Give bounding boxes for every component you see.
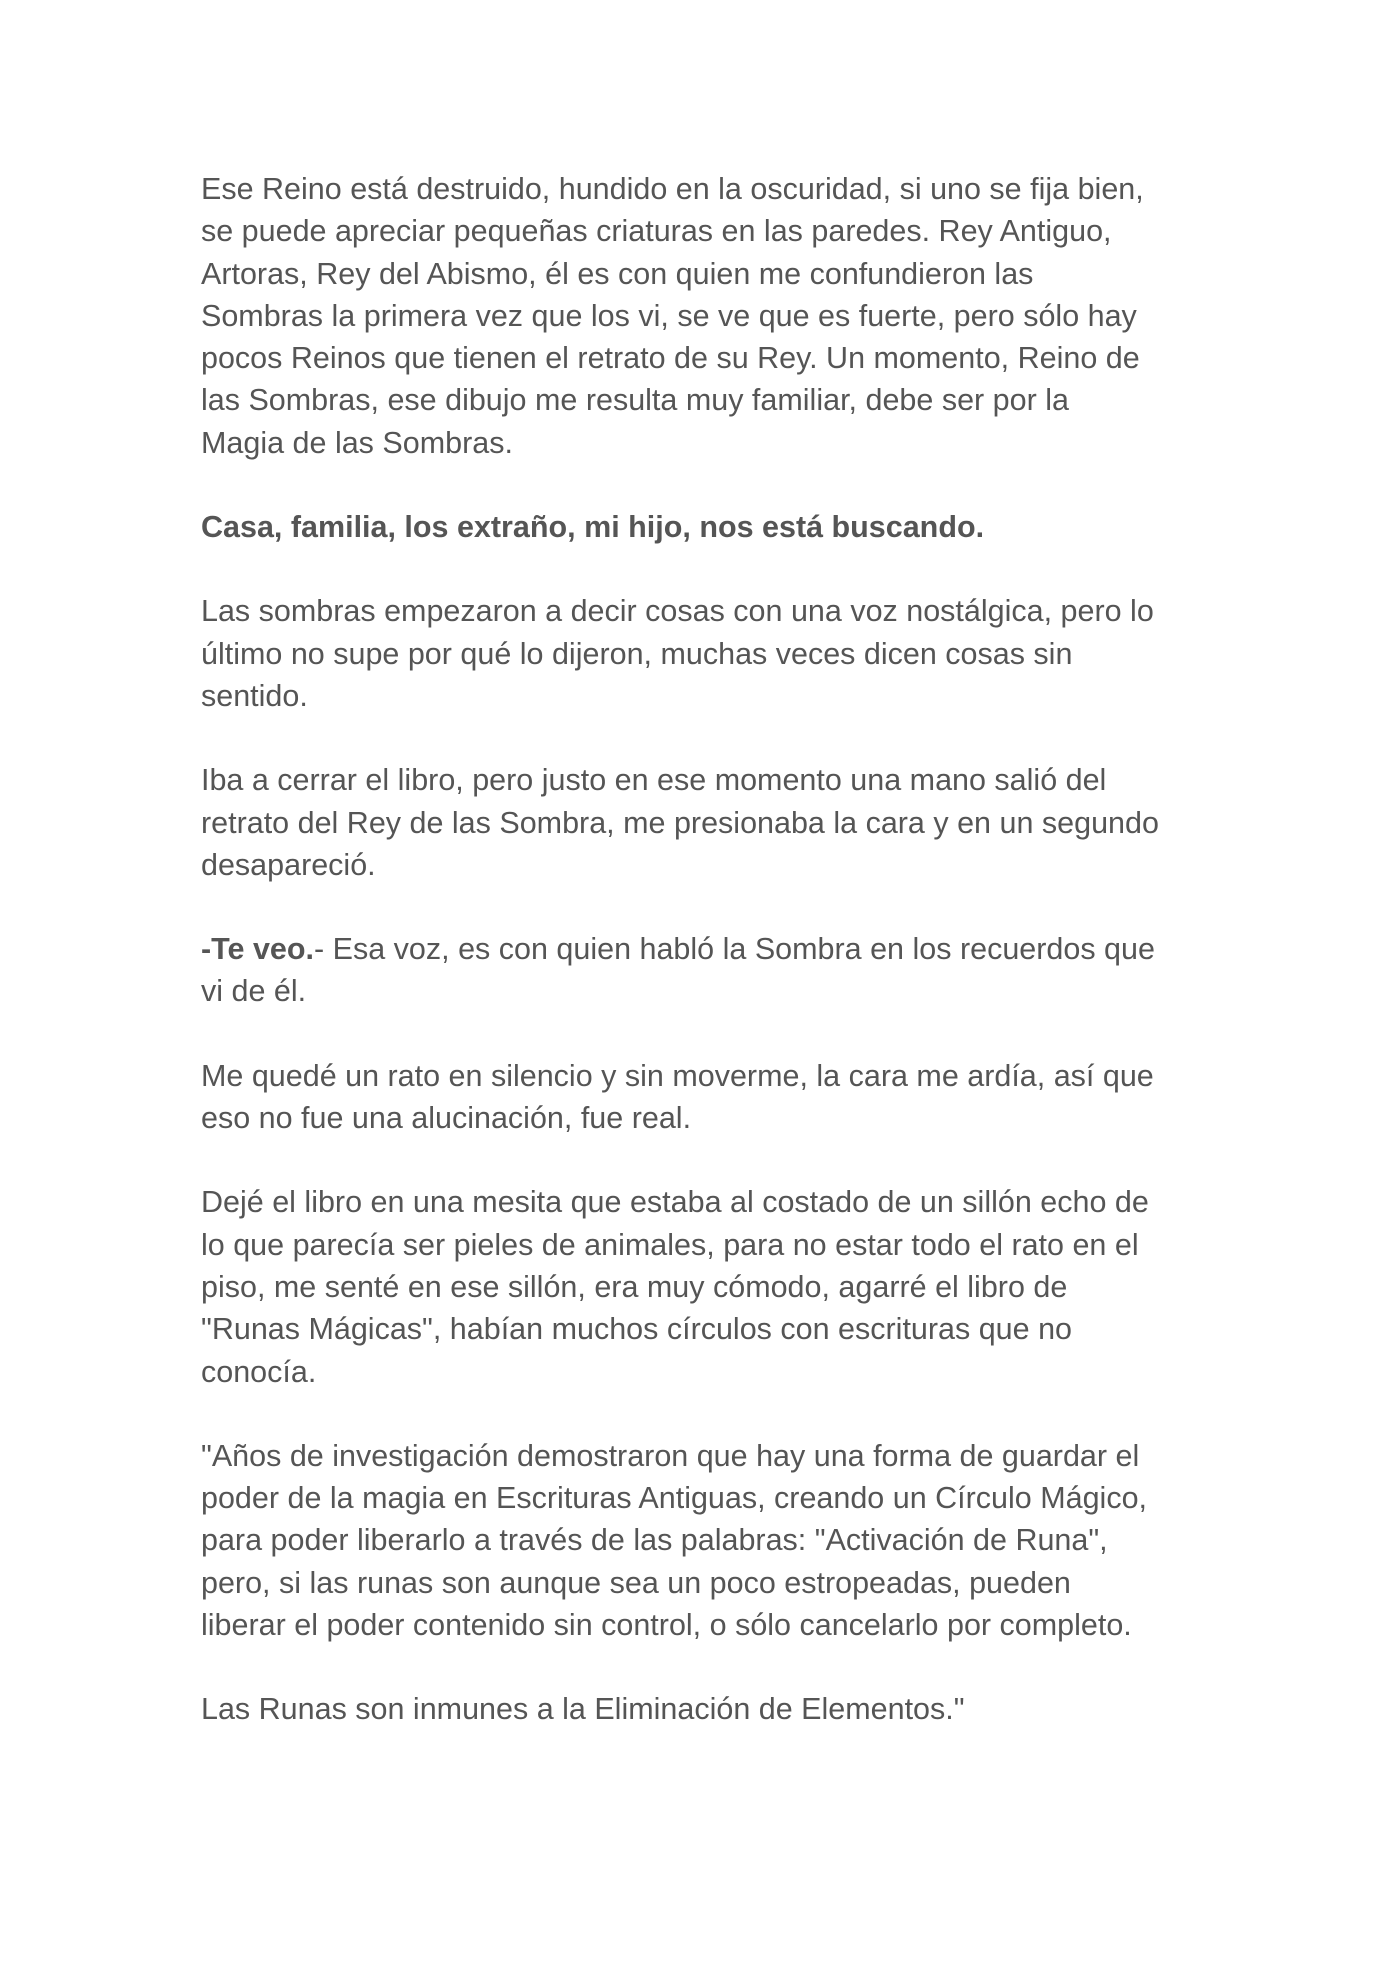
text-line [201,928,1211,970]
text-line: piso, me senté en ese sillón, era muy cómodo, agarré el libro de [201,1269,1068,1304]
text-line: "Runas Mágicas", habían muchos círculos con escrituras que no [201,1312,1073,1347]
document-body [201,168,1211,1773]
text-line: Me quedé un rato en silencio y sin moverme, la cara me ardía, así que [201,1058,1154,1093]
text-line: conocía. [201,1354,317,1389]
text-line: Sombras la primera vez que los vi, se ve que es fuerte, pero sólo hay [201,298,1137,333]
text-line: eso no fue una alucinación, fue real. [201,1101,692,1136]
text-line: retrato del Rey de las Sombra, me presionaba la cara y en un segundo [201,805,1159,840]
text-line: pocos Reinos que tienen el retrato de su Rey. Un momento, Reino de [201,341,1140,376]
dialogue-rest: - Esa voz, es con quien habló la Sombra en los recuerdos que [314,932,1155,967]
paragraph-7 [201,1181,1211,1392]
paragraph-4 [201,759,1211,886]
text-line: sentido. [201,678,308,713]
text-line: Magia de las Sombras. [201,425,513,460]
text-line: vi de él. [201,974,307,1009]
paragraph-5 [201,928,1211,1013]
text-line: Las Runas son inmunes a la Eliminación de Elementos." [201,1692,965,1727]
text-line: lo que parecía ser pieles de animales, para no estar todo el rato en el [201,1227,1139,1262]
text-line: último no supe por qué lo dijeron, muchas veces dicen cosas sin [201,636,1073,671]
text-line: Iba a cerrar el libro, pero justo en ese momento una mano salió del [201,763,1107,798]
text-line: pero, si las runas son aunque sea un poco estropeadas, pueden [201,1565,1071,1600]
text-line: Casa, familia, los extraño, mi hijo, nos está buscando. [201,510,985,545]
paragraph-2-bold [201,506,1211,548]
text-line: poder de la magia en Escrituras Antiguas, creando un Círculo Mágico, [201,1481,1148,1516]
paragraph-3 [201,590,1211,717]
text-line: desapareció. [201,847,376,882]
text-line: se puede apreciar pequeñas criaturas en las paredes. Rey Antiguo, [201,214,1112,249]
text-line: para poder liberarlo a través de las palabras: "Activación de Runa", [201,1523,1108,1558]
dialogue-lead: -Te veo. [201,932,314,967]
paragraph-1 [201,168,1211,464]
text-line: Artoras, Rey del Abismo, él es con quien me confundieron las [201,256,1034,291]
paragraph-9 [201,1688,1211,1730]
text-line: "Años de investigación demostraron que hay una forma de guardar el [201,1438,1140,1473]
paragraph-6 [201,1055,1211,1140]
text-line: Dejé el libro en una mesita que estaba al costado de un sillón echo de [201,1185,1149,1220]
text-line: Las sombras empezaron a decir cosas con una voz nostálgica, pero lo [201,594,1154,629]
text-line: liberar el poder contenido sin control, o sólo cancelarlo por completo. [201,1608,1132,1643]
text-line: las Sombras, ese dibujo me resulta muy familiar, debe ser por la [201,383,1069,418]
paragraph-8 [201,1435,1211,1646]
text-line: Ese Reino está destruido, hundido en la oscuridad, si uno se fija bien, [201,172,1144,206]
